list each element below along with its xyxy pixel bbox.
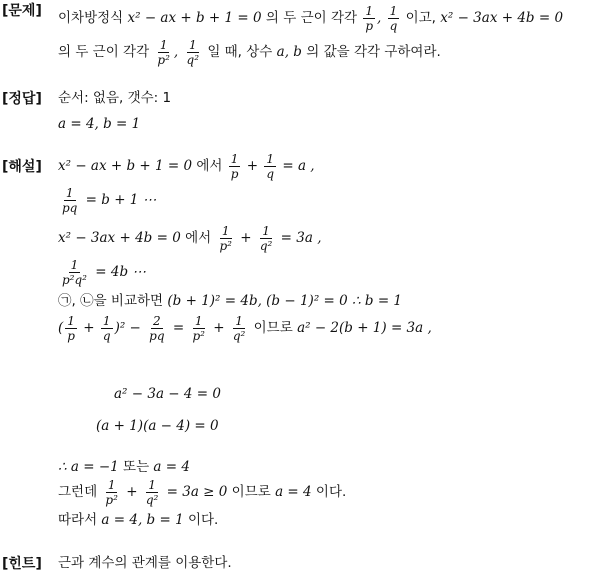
fraction: $\frac{1}{p}$ (365, 4, 374, 33)
solution-text: 에서 (196, 158, 223, 174)
solution-text: 또는 (123, 459, 150, 475)
solution-line-8: 그런데 $\frac{1}{\text{p²}}$ + $\frac{1}{\text{q²}}$ = 3a ≥ 0 이므로 a = 4 이다. (58, 478, 347, 507)
problem-text: 이차방정식 (58, 10, 124, 26)
answer-meta: 순서: 없음, 갯수: 1 (58, 90, 172, 106)
problem-text: 의 두 근이 각각 (265, 10, 358, 26)
problem-text: 의 값을 각각 구하여라. (306, 44, 441, 60)
problem-tag: [문제] (2, 3, 42, 19)
fraction: $\frac{1}{pq}$ (62, 186, 78, 215)
problem-text: 이고, (405, 10, 436, 26)
answer-tag: [정답] (2, 91, 42, 107)
centered-equation-1: a² − 3a − 4 = 0 (114, 386, 221, 402)
equation: = a , (282, 158, 315, 174)
problem-line-1: 이차방정식 x² − ax + b + 1 = 0 의 두 근이 각각 $\frac{1}{p}$ , $\frac{1}{q}$ 이고, x² − 3ax + 4b = 0 (58, 4, 564, 33)
fraction: $\frac{1}{q}$ (266, 152, 275, 181)
centered-equation-2: (a + 1)(a − 4) = 0 (96, 418, 219, 434)
fraction: $\frac{1}{\text{p²}}$ (105, 478, 118, 507)
hint-tag: [힌트] (2, 556, 42, 572)
fraction: $\frac{1}{\text{q²}}$ (145, 478, 159, 507)
variable: b (293, 44, 302, 60)
fraction: $\frac{1}{\text{p²}}$ (192, 314, 205, 343)
solution-text: 이므로 (231, 484, 271, 500)
problem-text: 의 두 근이 각각 (58, 44, 150, 60)
fraction: $\frac{2}{pq}$ (149, 314, 165, 343)
fraction: $\frac{1}{q}$ (389, 4, 398, 33)
variable: a, (276, 44, 289, 60)
fraction: $\frac{1}{p}$ (67, 314, 75, 343)
equation: x² − 3ax + 4b = 0 (58, 230, 181, 246)
solution-tag: [해설] (2, 159, 42, 175)
answer-values: a = 4, b = 1 (58, 116, 141, 132)
fraction: $\frac{1}{\text{p²}}$ (219, 224, 232, 253)
solution-text: 에서 (185, 230, 212, 246)
fraction: $\frac{1}{\text{q²}}$ (232, 314, 246, 343)
problem-text: 일 때, 상수 (207, 44, 273, 60)
solution-text: 그런데 (58, 484, 98, 500)
solution-text: 따라서 (58, 512, 98, 528)
solution-text: ㉠, ㉡을 비교하면 (58, 293, 164, 309)
solution-text: 이므로 (253, 320, 293, 336)
equation: = b + 1 ⋯ (85, 192, 157, 208)
equation: x² − ax + b + 1 = 0 (58, 158, 193, 174)
equation: = 3a ≥ 0 (166, 484, 228, 500)
equation: x² − ax + b + 1 = 0 (127, 10, 262, 26)
equation: a² − 2(b + 1) = 3a , (297, 320, 432, 336)
fraction: $\frac{1}{\text{q²}}$ (186, 38, 200, 67)
equation: = 3a , (280, 230, 322, 246)
fraction: $\frac{1}{q}$ (102, 314, 111, 343)
solution-line-9 (58, 514, 218, 528)
equation: a = 4 (275, 484, 312, 500)
solution-line-1: x² − ax + b + 1 = 0 에서 $\frac{1}{p}$ + $\frac{1}{q}$ = a , (58, 152, 315, 181)
solution-text: 이다. (315, 484, 347, 500)
fraction: $\frac{1}{p}$ (230, 152, 239, 181)
equation: x² − 3ax + 4b = 0 (440, 10, 564, 26)
equation: ∴ a = −1 (58, 459, 119, 475)
equation: = 4b ⋯ (95, 264, 146, 280)
solution-line-2 (58, 186, 156, 215)
equation: a = 4 (153, 459, 190, 475)
fraction: $\frac{1}{\text{p²q²}}$ (62, 258, 87, 287)
hint-text: 근과 계수의 관계를 이용한다. (58, 555, 232, 571)
solution-line-7 (58, 461, 190, 475)
fraction: $\frac{1}{\text{q²}}$ (259, 224, 273, 253)
solution-line-6: ( $\frac{1}{p}$ + $\frac{1}{q}$ )² − $\frac{2}{pq}$ = $\frac{1}{\text{p²}}$ + $\frac{1}{\text{q²}}$ 이므로 a² − 2(b + 1) = 3a , (58, 314, 432, 343)
solution-line-3: x² − 3ax + 4b = 0 에서 $\frac{1}{\text{p²}}$ + $\frac{1}{\text{q²}}$ = 3a , (58, 224, 322, 253)
solution-text: 이다. (187, 512, 219, 528)
solution-line-4 (58, 258, 146, 287)
fraction: $\frac{1}{\text{p²}}$ (157, 38, 170, 67)
problem-line-2: 의 두 근이 각각 $\frac{1}{\text{p²}}$ , $\frac{1}{\text{q²}}$ 일 때, 상수 a, b 의 값을 각각 구하여라. (58, 38, 441, 67)
equation: a = 4, b = 1 (101, 512, 184, 528)
solution-line-5 (58, 295, 402, 309)
equation: (b + 1)² = 4b, (b − 1)² = 0 ∴ b = 1 (167, 293, 403, 309)
